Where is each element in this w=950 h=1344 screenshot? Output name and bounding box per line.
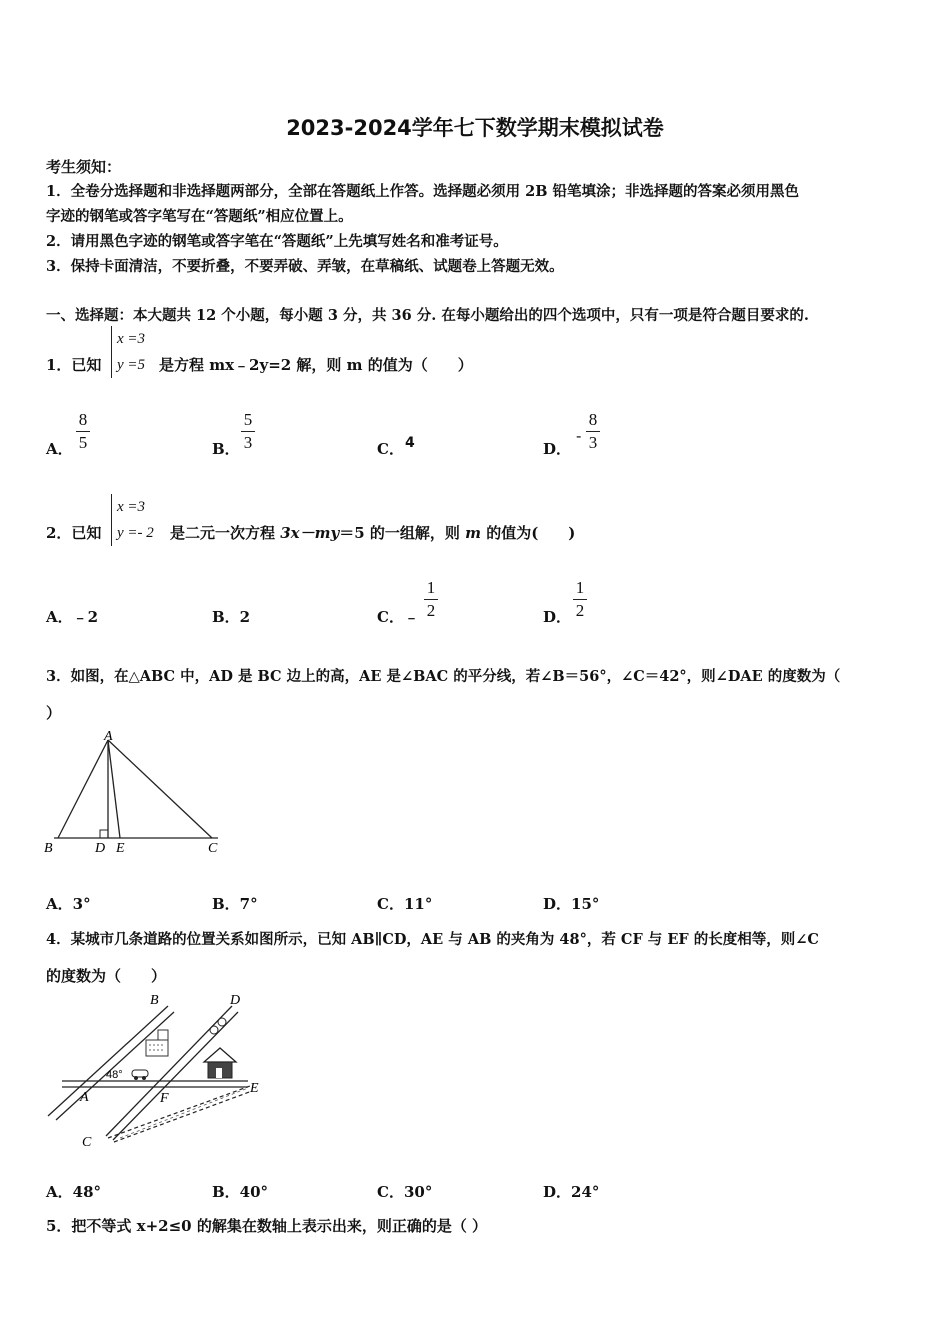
notice-line-1b: 字迹的钢笔或答字笔写在“答题纸”相应位置上。 <box>46 208 353 225</box>
q4-label-b: B <box>150 993 159 1008</box>
q2-option-b: B．2 <box>212 608 251 626</box>
q1-eq1: x =3 <box>117 331 146 347</box>
q2-option-d-label: D． <box>543 608 572 626</box>
q1-option-b-label: B． <box>212 440 240 458</box>
q1-b-den: 3 <box>243 433 253 452</box>
q2-d-num: 1 <box>575 578 585 597</box>
q3-label-b: B <box>44 841 53 856</box>
q2-stem <box>170 522 575 543</box>
q1-system <box>111 326 145 378</box>
q1-option-d-fraction <box>586 410 600 453</box>
q3-stem-line2: ） <box>46 704 62 722</box>
q1-option-b-fraction <box>241 410 255 453</box>
q2-option-d-fraction <box>573 578 587 621</box>
q4-label-d: D <box>230 993 241 1008</box>
q4-label-angle: 48° <box>106 1069 123 1081</box>
notice-line-2: 2．请用黑色字迹的钢笔或答字笔在“答题纸”上先填写姓名和准考证号。 <box>46 233 508 250</box>
q1-d-num: 8 <box>588 410 598 429</box>
notice-heading: 考生须知： <box>46 158 122 176</box>
q2-option-c-label: C．﹣ <box>377 608 419 626</box>
q1-option-c-label: C． <box>377 440 404 458</box>
q4-roads-figure <box>40 988 270 1153</box>
q2-stem-b: 3x－my <box>280 524 340 542</box>
q1-a-den: 5 <box>78 433 88 452</box>
q2-eq2: y =- 2 <box>117 525 154 541</box>
q2-option-a: A．﹣2 <box>46 608 99 626</box>
q4-option-c: C．30° <box>377 1183 433 1201</box>
q3-label-c: C <box>208 841 218 856</box>
q3-triangle-figure <box>40 726 240 858</box>
q2-eq1: x =3 <box>117 499 146 515</box>
q2-system <box>111 494 154 546</box>
q1-a-num: 8 <box>78 410 88 429</box>
q4-stem-line1: 4．某城市几条道路的位置关系如图所示，已知 AB∥CD，AE 与 AB 的夹角为 48°，若 CF 与 EF 的长度相等，则∠C <box>46 931 819 948</box>
q2-c-num: 1 <box>426 578 436 597</box>
q1-b-num: 5 <box>243 410 253 429</box>
q1-prefix: 1．已知 <box>46 356 102 374</box>
q3-label-e: E <box>116 841 125 856</box>
q3-label-a: A <box>104 729 113 744</box>
q2-stem-d: m <box>465 524 481 542</box>
q4-label-c: C <box>82 1135 92 1150</box>
q2-option-c-fraction <box>424 578 438 621</box>
q5-stem: 5．把不等式 x+2≤0 的解集在数轴上表示出来，则正确的是（ ） <box>46 1217 488 1235</box>
q3-option-a: A．3° <box>46 895 91 913</box>
q3-option-c: C．11° <box>377 895 433 913</box>
q1-option-a-fraction <box>76 410 90 453</box>
q2-stem-c: ＝5 的一组解，则 <box>339 524 466 542</box>
q1-stem: 是方程 mx﹣2y=2 解，则 m 的值为（ ） <box>159 356 473 374</box>
notice-line-1a: 1．全卷分选择题和非选择题两部分，全部在答题纸上作答。选择题必须用 2B 铅笔填涂；非选择题的答案必须用黑色 <box>46 183 800 200</box>
q1-option-d-label: D． <box>543 440 572 458</box>
q2-prefix: 2．已知 <box>46 524 102 542</box>
q3-option-b: B．7° <box>212 895 258 913</box>
q3-option-d: D．15° <box>543 895 600 913</box>
q2-stem-a: 是二元一次方程 <box>170 524 281 542</box>
q4-option-b: B．40° <box>212 1183 269 1201</box>
q4-label-f: F <box>160 1091 169 1106</box>
q4-label-a: A <box>80 1090 89 1105</box>
q3-stem-line1: 3．如图，在△ABC 中，AD 是 BC 边上的高，AE 是∠BAC 的平分线，若∠B＝56°，∠C＝42°，则∠DAE 的度数为（ <box>46 668 841 685</box>
q1-option-d-sign: - <box>576 426 582 445</box>
q4-option-a: A．48° <box>46 1183 102 1201</box>
page-title: 2023-2024学年七下数学期末模拟试卷 <box>286 116 664 140</box>
q3-label-d: D <box>95 841 106 856</box>
notice-line-3: 3．保持卡面清洁，不要折叠，不要弄破、弄皱，在草稿纸、试题卷上答题无效。 <box>46 258 564 275</box>
q4-stem-line2: 的度数为（ ） <box>46 967 167 985</box>
section-heading: 一、选择题：本大题共 12 个小题，每小题 3 分，共 36 分. 在每小题给出的四个选项中，只有一项是符合题目要求的. <box>46 307 809 324</box>
q4-option-d: D．24° <box>543 1183 600 1201</box>
q2-c-den: 2 <box>426 601 436 620</box>
q1-option-a-label: A． <box>46 440 73 458</box>
q1-option-c-value: 4 <box>405 435 415 451</box>
q2-d-den: 2 <box>575 601 585 620</box>
q2-stem-e: 的值为( ) <box>480 524 576 542</box>
q1-d-den: 3 <box>588 433 598 452</box>
q4-label-e: E <box>250 1081 259 1096</box>
q1-eq2: y =5 <box>117 357 146 373</box>
